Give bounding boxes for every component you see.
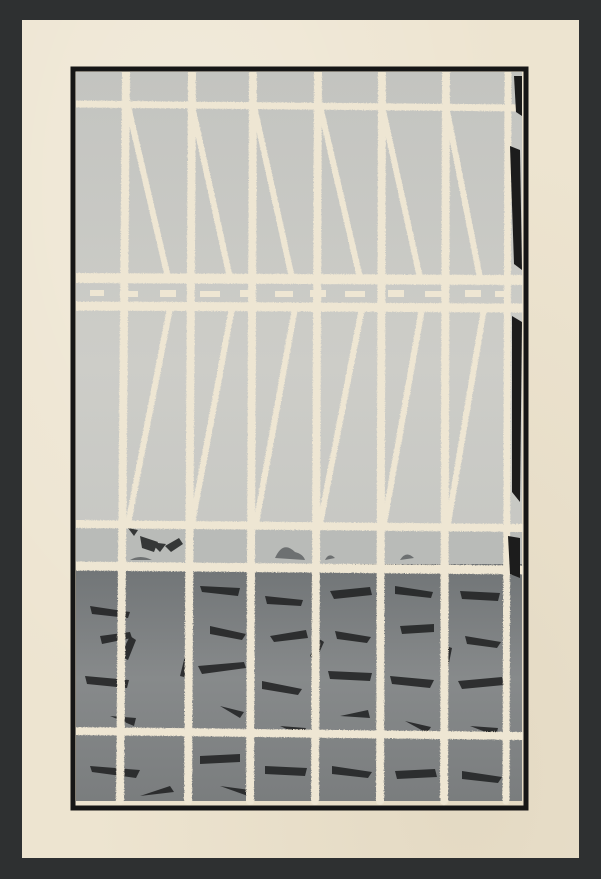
greenhouse-window-artwork <box>70 66 530 811</box>
artwork-print <box>70 66 530 811</box>
lower-glass-panel <box>76 556 522 801</box>
